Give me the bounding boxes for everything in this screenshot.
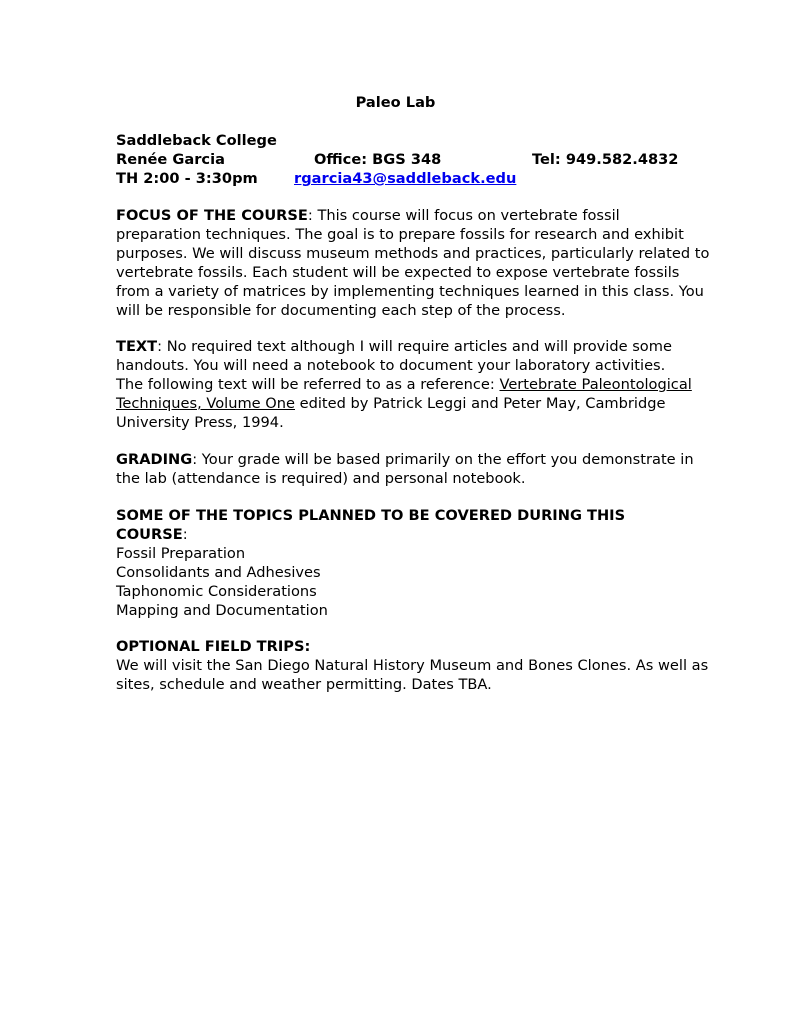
text-section	[116, 337, 692, 432]
text-line: The following text will be referred to as a reference:	[116, 376, 500, 393]
grading-section	[116, 450, 694, 488]
focus-line: purposes. We will discuss museum methods and practices, particularly related to	[116, 245, 710, 262]
grading-line: : Your grade will be based primarily on the effort you demonstrate in	[192, 451, 694, 468]
focus-line: preparation techniques. The goal is to prepare fossils for research and exhibit	[116, 226, 684, 243]
college-name: Saddleback College	[116, 132, 277, 149]
topic-item: Taphonomic Considerations	[116, 583, 317, 600]
field-trips-section	[116, 637, 709, 694]
field-trips-line: We will visit the San Diego Natural History Museum and Bones Clones. As well as	[116, 657, 709, 674]
text-line: University Press, 1994.	[116, 414, 284, 431]
focus-line: from a variety of matrices by implementing techniques learned in this class. You	[116, 283, 704, 300]
office-location: Office: BGS 348	[314, 151, 442, 168]
page-title: Paleo Lab	[355, 94, 436, 111]
book-title: Techniques, Volume One	[116, 395, 295, 412]
phone-number: Tel: 949.582.4832	[532, 151, 679, 168]
focus-line: will be responsible for documenting each step of the process.	[116, 302, 566, 319]
topic-item: Consolidants and Adhesives	[116, 564, 321, 581]
topics-heading: SOME OF THE TOPICS PLANNED TO BE COVERED DURING THIS	[116, 507, 626, 524]
focus-section	[116, 206, 710, 320]
topics-heading-suffix: :	[182, 526, 188, 543]
topic-item: Fossil Preparation	[116, 545, 246, 562]
grading-label: GRADING	[116, 451, 193, 468]
topic-item: Mapping and Documentation	[116, 602, 328, 619]
field-trips-heading: OPTIONAL FIELD TRIPS:	[116, 638, 311, 655]
topics-section	[116, 506, 686, 620]
grading-line: the lab (attendance is required) and personal notebook.	[116, 470, 526, 487]
text-line: edited by Patrick Leggi and Peter May, Cambridge	[295, 395, 666, 412]
class-time: TH 2:00 - 3:30pm	[116, 170, 258, 187]
text-line: handouts. You will need a notebook to document your laboratory activities.	[116, 357, 666, 374]
focus-label: FOCUS OF THE COURSE	[116, 207, 308, 224]
email-link[interactable]: rgarcia43@saddleback.edu	[294, 170, 517, 187]
text-label: TEXT	[116, 338, 158, 355]
focus-line: : This course will focus on vertebrate fossil	[307, 207, 620, 224]
course-header	[116, 131, 686, 188]
instructor-name: Renée Garcia	[116, 151, 225, 168]
field-trips-line: sites, schedule and weather permitting. Dates TBA.	[116, 676, 492, 693]
book-title: Vertebrate Paleontological	[499, 376, 692, 393]
topics-heading: COURSE	[116, 526, 183, 543]
text-line: : No required text although I will require articles and will provide some	[157, 338, 672, 355]
focus-line: vertebrate fossils. Each student will be expected to expose vertebrate fossils	[116, 264, 680, 281]
